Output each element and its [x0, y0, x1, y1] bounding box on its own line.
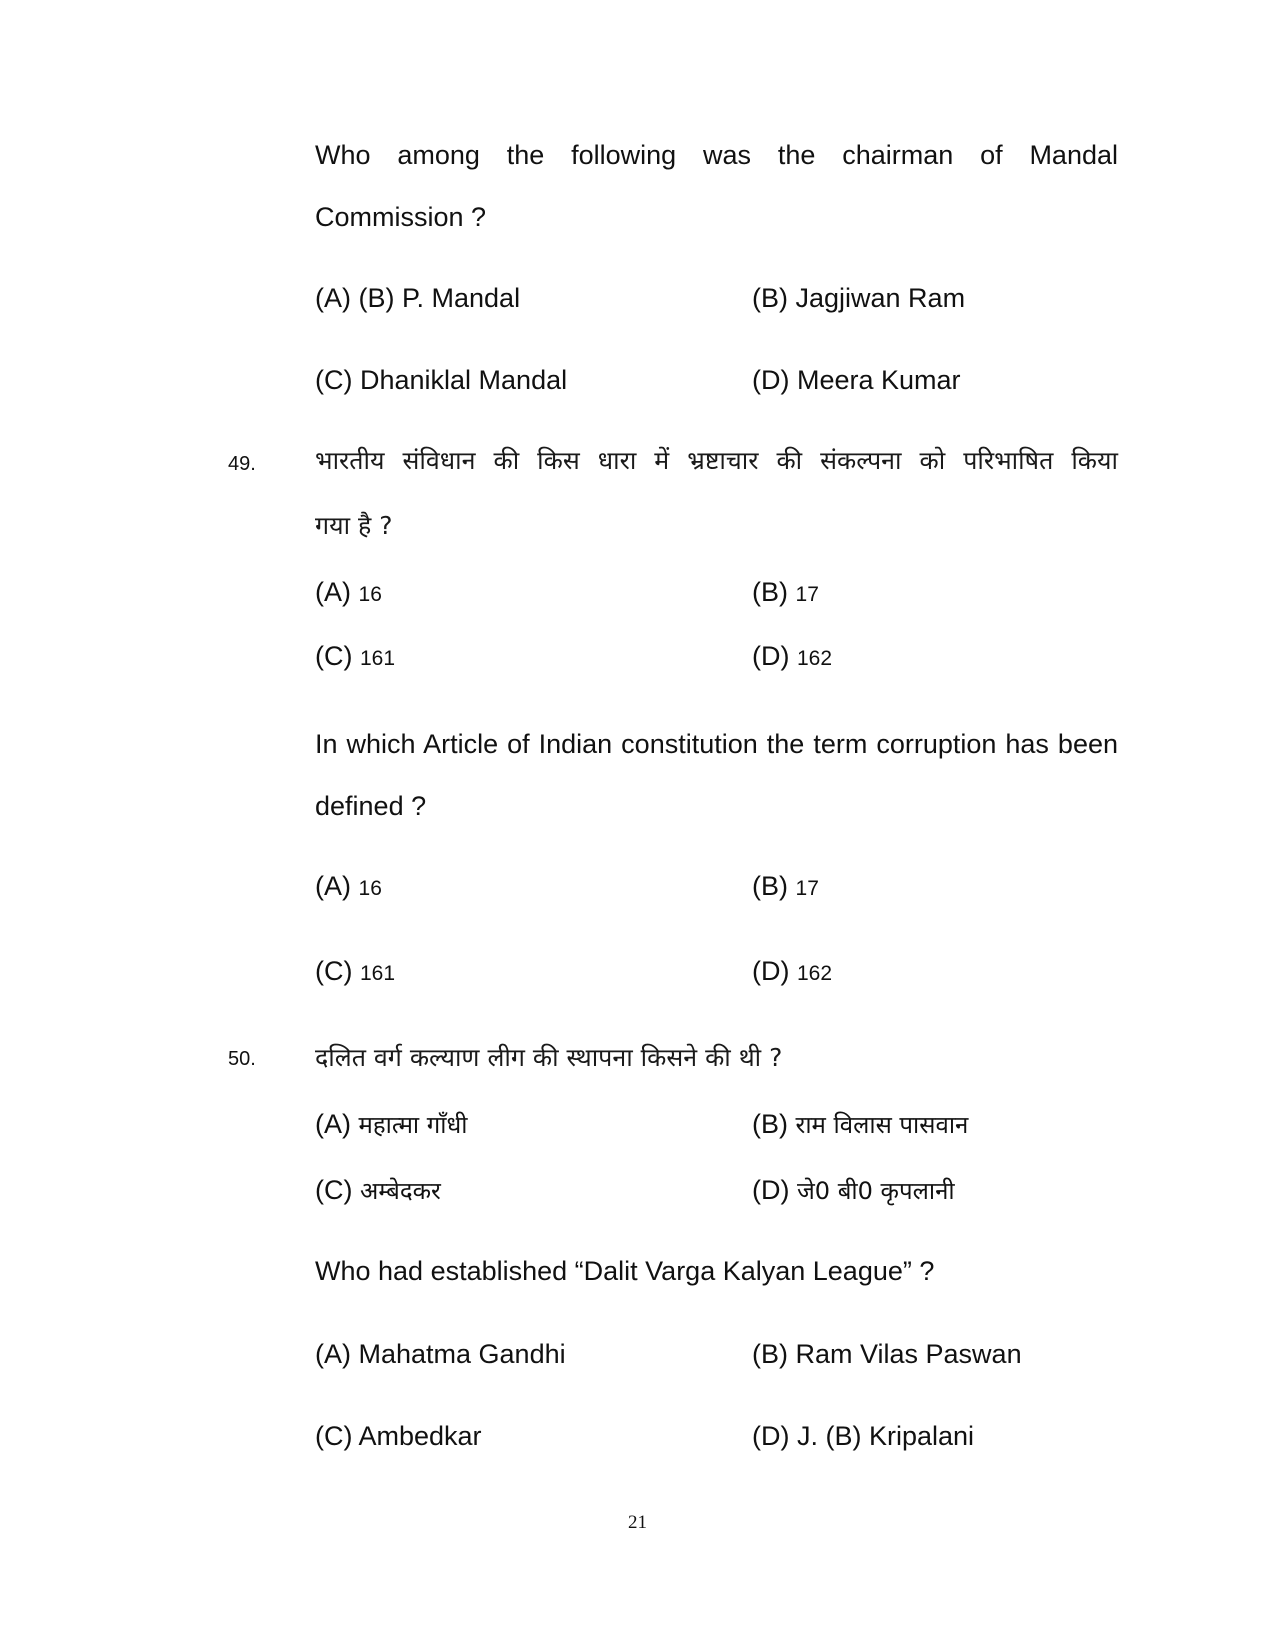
- q49-hindi-option-b: [752, 577, 819, 608]
- q50-hindi-option-c: [315, 1174, 441, 1207]
- q50-hindi-option-a: [315, 1108, 467, 1141]
- option-label: (A): [315, 577, 351, 607]
- option-label: (D): [752, 1175, 790, 1205]
- q50-english-line1: Who had established “Dalit Varga Kalyan League” ?: [315, 1256, 935, 1286]
- q49-english-line2: defined ?: [315, 791, 427, 821]
- q50-english-option-d: (D) J. (B) Kripalani: [752, 1421, 975, 1451]
- option-label: (A): [315, 871, 351, 901]
- option-value: 17: [795, 583, 819, 606]
- q50-hindi-line1: दलित वर्ग कल्याण लीग की स्थापना किसने की थी ?: [315, 1043, 783, 1072]
- q48-option-d: (D) Meera Kumar: [752, 365, 961, 395]
- option-value: 161: [360, 647, 396, 670]
- option-label: (C): [315, 1175, 353, 1205]
- q49-hindi-line1: भारतीय संविधान की किस धारा में भ्रष्टाचार की संकल्पना को परिभाषित किया: [315, 446, 1118, 475]
- option-label: (C): [315, 956, 353, 986]
- q49-hindi-option-a: [315, 577, 382, 608]
- option-label: (B): [752, 871, 788, 901]
- option-value: 162: [797, 962, 833, 985]
- option-label: (D): [752, 956, 790, 986]
- q50-english-option-c: (C) Ambedkar: [315, 1421, 482, 1451]
- option-label: (B): [752, 577, 788, 607]
- option-value: 161: [360, 962, 396, 985]
- option-label: (A): [315, 1109, 351, 1139]
- question-number-50: 50.: [228, 1048, 256, 1070]
- option-value: 16: [358, 583, 382, 606]
- option-value: अम्बेदकर: [360, 1177, 441, 1205]
- option-label: (D): [752, 641, 790, 671]
- option-value: 16: [358, 877, 382, 900]
- option-value: जे0 बी0 कृपलानी: [797, 1177, 955, 1205]
- q50-english-option-b: (B) Ram Vilas Paswan: [752, 1339, 1022, 1369]
- q50-english-option-a: (A) Mahatma Gandhi: [315, 1339, 566, 1369]
- option-value: महात्मा गाँधी: [358, 1111, 468, 1139]
- q49-hindi-option-d: [752, 641, 832, 672]
- question-number-49: 49.: [228, 453, 256, 475]
- option-value: 162: [797, 647, 833, 670]
- q48-option-c: (C) Dhaniklal Mandal: [315, 365, 568, 395]
- q49-english-option-d: [752, 956, 832, 987]
- option-value: राम विलास पासवान: [795, 1111, 969, 1139]
- q48-english-line1: Who among the following was the chairman of Mandal: [315, 140, 1118, 170]
- q49-hindi-line2: गया है ?: [315, 511, 393, 540]
- q48-option-a: (A) (B) P. Mandal: [315, 283, 521, 313]
- q48-option-b: (B) Jagjiwan Ram: [752, 283, 966, 313]
- q49-english-option-c: [315, 956, 395, 987]
- option-label: (C): [315, 641, 353, 671]
- q48-english-line2: Commission ?: [315, 202, 487, 232]
- option-label: (B): [752, 1109, 788, 1139]
- page-number: 21: [628, 1512, 647, 1533]
- q49-hindi-option-c: [315, 641, 395, 672]
- q50-hindi-option-d: [752, 1174, 955, 1207]
- q49-english-line1: In which Article of Indian constitution the term corruption has been: [315, 729, 1118, 759]
- option-value: 17: [795, 877, 819, 900]
- q49-english-option-a: [315, 871, 382, 902]
- q49-english-option-b: [752, 871, 819, 902]
- q50-hindi-option-b: [752, 1108, 968, 1141]
